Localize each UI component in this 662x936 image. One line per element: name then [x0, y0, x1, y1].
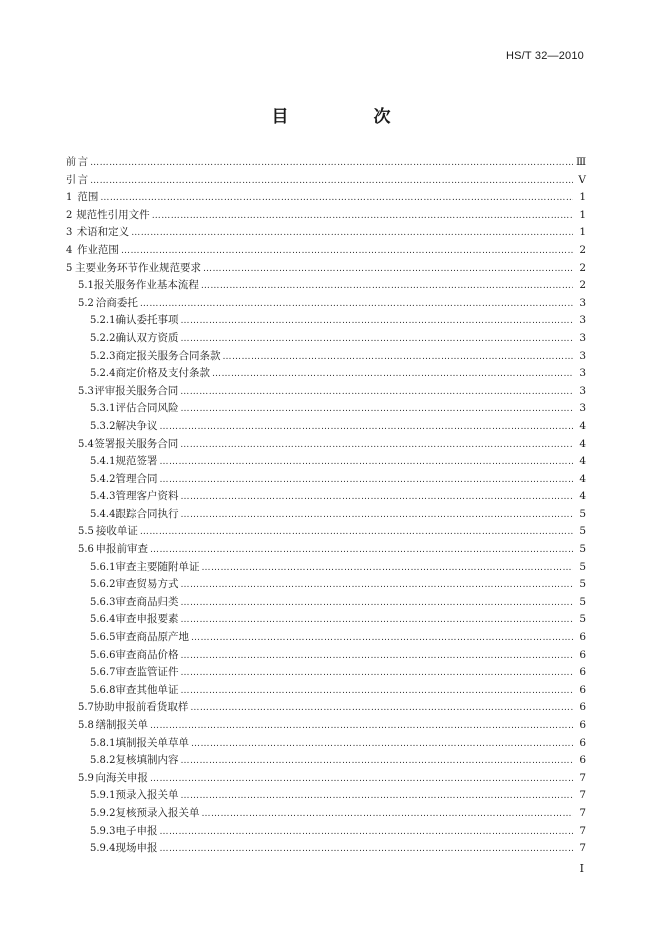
toc-entry-title: 术语和定义: [76, 226, 130, 239]
toc-leader-dots: [180, 753, 573, 771]
toc-entry-page: Ⅲ: [576, 156, 587, 168]
toc-entry-page: 5: [579, 525, 586, 538]
toc-entry-number: 5.6.2: [90, 579, 116, 591]
toc-entry-title: 审查申报要素: [115, 613, 179, 626]
table-of-contents: [66, 154, 586, 858]
toc-entry-number: 3: [66, 227, 73, 239]
toc-entry-title: 评估合同风险: [115, 402, 179, 415]
toc-leader-dots: [201, 560, 573, 578]
toc-entry[interactable]: [66, 207, 586, 225]
toc-entry-number: 1: [66, 192, 73, 204]
toc-entry-page: 3: [579, 296, 586, 309]
toc-entry-title: 解决争议: [115, 419, 158, 432]
toc-entry[interactable]: [66, 506, 586, 524]
toc-entry-title: 审查商品价格: [115, 648, 179, 661]
toc-entry-title: 审查商品归类: [115, 595, 179, 608]
toc-entry[interactable]: [66, 365, 586, 383]
toc-entry-title: 规范签署: [115, 455, 158, 468]
toc-entry-page: 5: [579, 578, 586, 591]
toc-leader-dots: [159, 454, 573, 472]
toc-entry[interactable]: [66, 699, 586, 717]
toc-entry-number: 5.4: [78, 438, 94, 450]
toc-leader-dots: [180, 489, 573, 507]
toc-entry[interactable]: [66, 629, 586, 647]
toc-entry[interactable]: [66, 189, 586, 207]
toc-entry-title: 签署报关服务合同: [94, 437, 179, 450]
toc-entry-number: 5.6.8: [90, 684, 116, 696]
toc-leader-dots: [180, 384, 573, 402]
toc-leader-dots: [201, 806, 573, 824]
toc-leader-dots: [191, 736, 573, 754]
toc-entry-number: 5.6.4: [90, 614, 116, 626]
toc-entry-title: 商定报关服务合同条款: [115, 349, 221, 362]
toc-leader-dots: [152, 208, 573, 226]
toc-entry-page: 3: [579, 349, 586, 362]
toc-entry-number: 5.4.1: [90, 456, 116, 468]
toc-entry[interactable]: [66, 717, 586, 735]
toc-entry-page: 7: [579, 824, 586, 837]
toc-entry-page: 7: [579, 789, 586, 802]
toc-entry[interactable]: [66, 277, 586, 295]
toc-entry-title: 跟踪合同执行: [115, 507, 179, 520]
toc-leader-dots: [222, 349, 573, 367]
toc-entry-number: 2: [66, 209, 73, 221]
toc-leader-dots: [140, 524, 573, 542]
toc-entry[interactable]: [66, 400, 586, 418]
toc-entry-number: 5.5: [78, 526, 94, 538]
toc-entry[interactable]: [66, 647, 586, 665]
toc-entry[interactable]: [66, 559, 586, 577]
toc-entry-title: 范围: [77, 191, 99, 204]
toc-entry-page: 3: [579, 367, 586, 380]
toc-leader-dots: [190, 700, 573, 718]
toc-leader-dots: [131, 225, 573, 243]
toc-entry-page: 3: [579, 331, 586, 344]
toc-leader-dots: [100, 190, 573, 208]
toc-entry[interactable]: [66, 453, 586, 471]
toc-entry-number: 5: [66, 262, 73, 274]
toc-entry-number: 5.9.3: [90, 825, 116, 837]
toc-entry-page: 5: [579, 507, 586, 520]
toc-entry-page: 6: [579, 683, 586, 696]
toc-entry-title: 言: [77, 173, 89, 186]
toc-entry-number: 4: [66, 244, 73, 256]
toc-entry[interactable]: [66, 787, 586, 805]
toc-entry-number: 5.6: [78, 544, 94, 556]
toc-leader-dots: [159, 419, 573, 437]
toc-leader-dots: [90, 173, 573, 191]
toc-entry-page: 3: [579, 384, 586, 397]
toc-entry-title: 申报前审查: [95, 543, 148, 556]
toc-entry-page: 1: [579, 191, 586, 204]
toc-entry-number: 5.9: [78, 772, 94, 784]
toc-entry-number: 5.1: [78, 280, 94, 292]
toc-entry-page: 4: [579, 455, 586, 468]
toc-entry-page: 4: [579, 419, 586, 432]
toc-entry-page: 6: [579, 631, 586, 644]
toc-entry-title: 主要业务环节作业规范要求: [74, 261, 201, 274]
toc-entry-title: 审查其他单证: [115, 683, 179, 696]
toc-entry-title: 复核预录入报关单: [115, 806, 200, 819]
toc-entry-title: 言: [77, 156, 89, 168]
toc-entry[interactable]: [66, 260, 586, 278]
toc-entry-number: 5.4.2: [90, 473, 116, 485]
toc-entry-number: 引: [66, 174, 76, 186]
toc-leader-dots: [140, 296, 573, 314]
toc-entry[interactable]: [66, 172, 586, 190]
toc-entry[interactable]: [66, 682, 586, 700]
toc-entry[interactable]: [66, 805, 586, 823]
toc-entry-title: 管理客户资料: [115, 490, 179, 503]
toc-entry-page: 2: [579, 279, 586, 292]
toc-entry-page: 4: [579, 472, 586, 485]
toc-entry-number: 5.9.2: [90, 807, 116, 819]
toc-entry-number: 5.8.2: [90, 755, 116, 767]
toc-leader-dots: [121, 243, 573, 261]
toc-entry-number: 5.8: [78, 720, 94, 731]
toc-leader-dots: [180, 577, 573, 595]
toc-entry[interactable]: [66, 752, 586, 770]
toc-entry-title: 向海关申报: [95, 771, 148, 784]
toc-entry-title: 电子申报: [115, 824, 158, 837]
toc-entry-number: 5.9.1: [90, 790, 116, 802]
toc-leader-dots: [180, 665, 573, 683]
toc-entry[interactable]: [66, 823, 586, 841]
toc-entry-number: 5.2.1: [90, 315, 116, 327]
toc-leader-dots: [180, 612, 573, 630]
toc-entry-title: 审查监管证件: [115, 666, 179, 679]
toc-entry-page: 2: [579, 243, 586, 256]
toc-entry-number: 5.3.2: [90, 420, 116, 432]
toc-entry-title: 商定价格及支付条款: [115, 367, 210, 380]
toc-entry-number: 5.2: [78, 297, 94, 309]
toc-entry[interactable]: [66, 154, 586, 172]
toc-entry-page: 6: [579, 736, 586, 749]
toc-entry[interactable]: [66, 576, 586, 594]
toc-entry[interactable]: [66, 541, 586, 559]
toc-leader-dots: [180, 788, 573, 806]
toc-leader-dots: [180, 313, 573, 331]
toc-entry-page: 5: [579, 560, 586, 573]
toc-entry-title: 填制报关单草单: [115, 736, 189, 749]
toc-leader-dots: [191, 630, 573, 648]
toc-leader-dots: [90, 155, 573, 173]
toc-leader-dots: [180, 648, 573, 666]
toc-entry-number: 5.6.1: [90, 561, 116, 573]
standard-number: HS/T 32—2010: [505, 50, 584, 62]
toc-entry[interactable]: [66, 770, 586, 788]
toc-entry-number: 前: [66, 157, 76, 168]
toc-entry-page: 5: [579, 543, 586, 556]
toc-entry[interactable]: [66, 594, 586, 612]
page-number: Ⅰ: [579, 862, 584, 875]
toc-entry[interactable]: [66, 840, 586, 858]
toc-leader-dots: [201, 278, 573, 296]
toc-leader-dots: [180, 507, 573, 525]
toc-entry-number: 5.2.3: [90, 350, 116, 362]
toc-entry-title: 作业范围: [76, 243, 119, 256]
toc-entry-page: 2: [579, 261, 586, 274]
toc-entry-title: 审查主要随附单证: [115, 560, 200, 573]
toc-entry-page: 5: [579, 613, 586, 626]
toc-entry-number: 5.6.3: [90, 596, 116, 608]
toc-entry-title: 缮制报关单: [95, 719, 148, 731]
toc-entry[interactable]: [66, 471, 586, 489]
toc-entry-number: 5.6.6: [90, 649, 116, 661]
toc-entry-page: 3: [579, 402, 586, 415]
toc-entry-page: 7: [579, 771, 586, 784]
toc-entry-title: 报关服务作业基本流程: [93, 279, 199, 292]
toc-entry[interactable]: [66, 418, 586, 436]
toc-leader-dots: [212, 366, 573, 384]
toc-leader-dots: [203, 261, 573, 279]
toc-entry-title: 审查贸易方式: [115, 578, 179, 591]
toc-entry-number: 5.4.4: [90, 508, 116, 520]
toc-entry[interactable]: [66, 436, 586, 454]
toc-entry-page: 4: [579, 437, 586, 450]
toc-leader-dots: [159, 472, 573, 490]
toc-entry[interactable]: [66, 312, 586, 330]
toc-entry-page: 7: [579, 842, 586, 855]
toc-entry-title: 预录入报关单: [115, 789, 179, 802]
toc-entry-title: 规范性引用文件: [76, 208, 150, 221]
toc-entry-title: 洽商委托: [95, 296, 138, 309]
toc-entry-number: 5.8.1: [90, 737, 116, 749]
toc-leader-dots: [180, 437, 573, 455]
toc-leader-dots: [150, 718, 573, 736]
toc-leader-dots: [159, 841, 573, 859]
toc-entry-page: 5: [579, 595, 586, 608]
toc-entry-title: 确认委托事项: [115, 314, 179, 327]
toc-entry-page: 6: [579, 719, 586, 731]
toc-entry[interactable]: [66, 295, 586, 313]
toc-entry[interactable]: [66, 242, 586, 260]
toc-entry[interactable]: [66, 224, 586, 242]
toc-entry-title: 管理合同: [115, 472, 158, 485]
toc-entry-page: Ⅴ: [578, 173, 586, 186]
toc-entry[interactable]: [66, 664, 586, 682]
toc-entry-page: 6: [579, 666, 586, 679]
toc-entry-page: 6: [579, 701, 586, 714]
toc-leader-dots: [159, 824, 573, 842]
toc-entry[interactable]: [66, 330, 586, 348]
toc-entry-number: 5.7: [78, 702, 94, 714]
toc-leader-dots: [180, 401, 573, 419]
toc-leader-dots: [150, 542, 573, 560]
toc-entry-page: 6: [579, 754, 586, 767]
toc-entry-number: 5.4.3: [90, 491, 116, 503]
toc-entry-title: 评审报关服务合同: [94, 384, 179, 397]
toc-leader-dots: [180, 331, 573, 349]
toc-entry[interactable]: [66, 348, 586, 366]
toc-entry-page: 7: [579, 806, 586, 819]
toc-entry[interactable]: [66, 488, 586, 506]
toc-entry-page: 6: [579, 648, 586, 661]
toc-entry-page: 1: [579, 226, 586, 239]
toc-entry[interactable]: [66, 383, 586, 401]
toc-leader-dots: [150, 771, 573, 789]
toc-entry-number: 5.2.2: [90, 332, 116, 344]
toc-leader-dots: [180, 683, 573, 701]
toc-entry[interactable]: [66, 611, 586, 629]
toc-entry-number: 5.6.5: [90, 632, 116, 644]
toc-entry-title: 审查商品原产地: [115, 631, 189, 644]
toc-entry-title: 确认双方资质: [115, 331, 179, 344]
toc-entry-title: 现场申报: [115, 842, 158, 855]
toc-entry-page: 1: [579, 208, 586, 221]
toc-entry-title: 复核填制内容: [115, 754, 179, 767]
toc-entry-title: 协助申报前看货取样: [93, 701, 189, 714]
toc-entry-number: 5.3.1: [90, 403, 116, 415]
toc-entry-number: 5.9.4: [90, 843, 116, 855]
toc-entry-page: 3: [579, 314, 586, 327]
page-title: 目 次: [271, 107, 425, 127]
toc-entry-number: 5.3: [78, 385, 94, 397]
toc-entry-number: 5.2.4: [90, 368, 116, 380]
toc-entry[interactable]: [66, 523, 586, 541]
toc-entry-page: 4: [579, 490, 586, 503]
toc-entry-number: 5.6.7: [90, 667, 116, 679]
toc-leader-dots: [180, 595, 573, 613]
toc-entry[interactable]: [66, 735, 586, 753]
toc-entry-title: 接收单证: [95, 525, 138, 538]
